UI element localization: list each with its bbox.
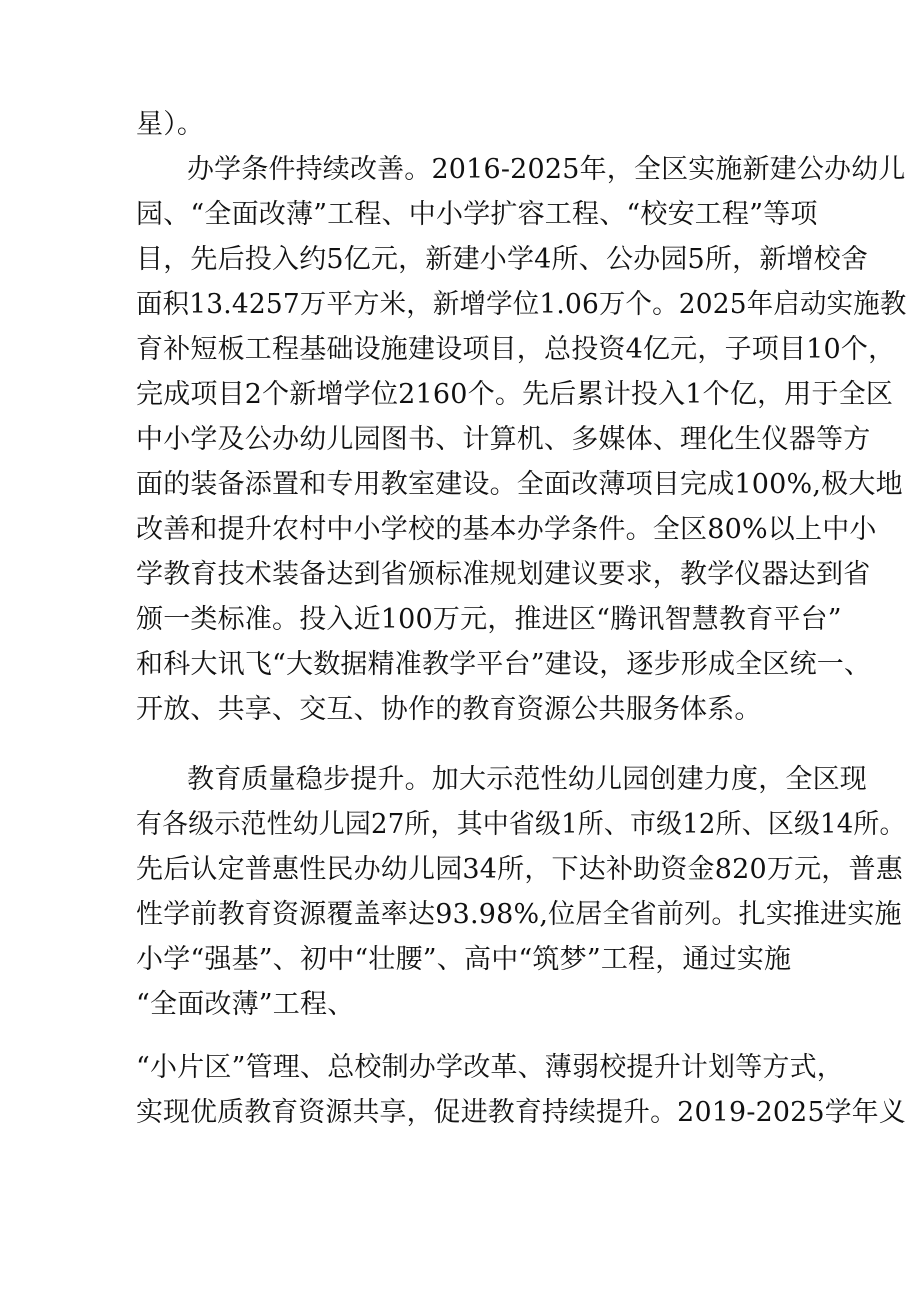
paragraph-2-line-5: 小学“强基”、初中“壮腰”、高中“筑梦”工程，通过实施 [136,944,792,975]
paragraph-1-line-1: 办学条件持续改善。2016-2025年，全区实施新建公办幼儿 [187,154,906,185]
paragraph-2-line-3: 先后认定普惠性民办幼儿园34所，下达补助资金820万元，普惠 [136,854,903,885]
paragraph-1-line-10: 学教育技术装备达到省颁标准规划建议要求，教学仪器达到省 [136,559,871,590]
paragraph-1-line-12: 和科大讯飞“大数据精准教学平台”建设，逐步形成全区统一、 [136,649,872,680]
paragraph-2-line-2: 有各级示范性幼儿园27所，其中省级1所、市级12所、区级14所。 [136,809,906,840]
paragraph-1-line-2: 园、“全面改薄”工程、中小学扩容工程、“校安工程”等项 [136,199,818,230]
paragraph-1-line-6: 完成项目2个新增学位2160个。先后累计投入1个亿，用于全区 [136,379,894,410]
paragraph-1-line-9: 改善和提升农村中小学校的基本办学条件。全区80%以上中小 [136,514,877,545]
paragraph-2-line-8: 实现优质教育资源共享，促进教育持续提升。2019-2025学年义 [136,1097,906,1128]
paragraph-1-line-4: 面积13.4257万平方米，新增学位1.06万个。2025年启动实施教 [136,289,907,320]
text-line-1: 星）。 [136,109,205,140]
paragraph-2-line-4: 性学前教育资源覆盖率达93.98%,位居全省前列。扎实推进实施 [136,899,902,930]
paragraph-1-line-13: 开放、共享、交互、协作的教育资源公共服务体系。 [136,694,762,725]
paragraph-2-line-1: 教育质量稳步提升。加大示范性幼儿园创建力度，全区现 [187,764,867,795]
paragraph-2-line-7: “小片区”管理、总校制办学改革、薄弱校提升计划等方式， [136,1052,845,1083]
paragraph-1-line-3: 目，先后投入约5亿元，新建小学4所、公办园5所，新增校舍 [136,244,869,275]
paragraph-1-line-7: 中小学及公办幼儿园图书、计算机、多媒体、理化生仪器等方 [136,424,871,455]
paragraph-2-line-6: “全面改薄”工程、 [136,989,355,1020]
paragraph-1-line-8: 面的装备添置和专用教室建设。全面改薄项目完成100%,极大地 [136,469,903,500]
paragraph-1-line-11: 颁一类标准。投入近100万元，推进区“腾讯智慧教育平台” [136,604,842,635]
paragraph-1-line-5: 育补短板工程基础设施建设项目，总投资4亿元，子项目10个， [136,334,896,365]
